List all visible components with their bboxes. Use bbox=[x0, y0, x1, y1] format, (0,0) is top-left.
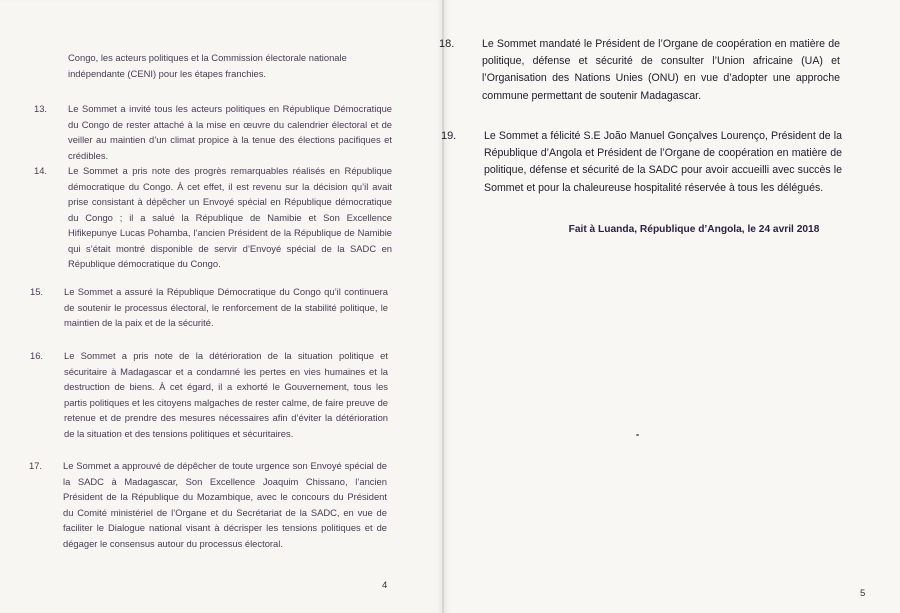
left-page bbox=[0, 0, 444, 613]
paragraph-19 bbox=[441, 128, 842, 197]
page-number: 5 bbox=[860, 588, 866, 599]
paragraph-number: 16. bbox=[30, 350, 44, 361]
paragraph-number: 18. bbox=[439, 38, 455, 50]
paragraph-number: 14. bbox=[34, 165, 48, 176]
intro-continuation bbox=[68, 50, 392, 81]
paragraph-number: 15. bbox=[30, 286, 44, 297]
paragraph-text: Le Sommet a invité tous les acteurs politiques en République Démocratique du Congo de rester attaché à la mise en œuvre du calendrier électoral et de veiller au maintien d’un climat propice à la tenue des élections pacifiques et crédibles. bbox=[68, 103, 392, 161]
paragraph-text: Congo, les acteurs politiques et la Commission électorale nationale indépendante (CENI) pour les étapes franchies. bbox=[68, 52, 347, 79]
paragraph-16 bbox=[30, 348, 388, 441]
paragraph-text: Le Sommet a assuré la République Démocratique du Congo qu’il continuera de soutenir le processus électoral, le renforcement de la stabilité politique, le maintien de la paix et de la sécurité. bbox=[64, 286, 388, 328]
paragraph-text: Le Sommet a pris note de la détérioration de la situation politique et sécuritaire à Madagascar et a condamné les pertes en vies humaines et la destruction de biens. À cet égard, il a exhorté le Gouvernement, tous les partis politiques et les citoyens malgaches de rester calme, de faire preuve de retenue et de prendre des mesures nécessaires afin d’éviter la détérioration de la situation et des tensions politiques et sécuritaires. bbox=[64, 350, 388, 439]
paper-speck bbox=[636, 434, 639, 436]
paragraph-13 bbox=[34, 101, 392, 163]
paragraph-text: Le Sommet a pris note des progrès remarquables réalisés en République démocratique du Congo. À cet effet, il est revenu sur la décision qu’il avait prise consistant à dépêcher un Envoyé spécial en République démocratique du Congo ; il a salué la République de Namibie et Son Excellence Hifikepunye Lucas Pohamba, l’ancien Président de la République de Namibie qui s’était montré disponible de servir d’Envoyé spécial de la SADC en République démocratique du Congo. bbox=[68, 165, 392, 269]
signoff-line: Fait à Luanda, République d’Angola, le 24 avril 2018 bbox=[568, 224, 820, 235]
page-number: 4 bbox=[382, 580, 388, 591]
paragraph-text: Le Sommet a félicité S.E João Manuel Gonçalves Lourenço, Président de la République d’Angola et Président de l’Organe de coopération en matière de politique, défense et sécurité de la SADC pour avoir accueilli avec succès le Sommet et pour la chaleureuse hospitalité réservée à tous les délégués. bbox=[484, 130, 842, 194]
paragraph-15 bbox=[30, 284, 388, 331]
right-page bbox=[439, 0, 900, 613]
paragraph-17 bbox=[29, 458, 387, 551]
paragraph-14 bbox=[34, 163, 392, 272]
paragraph-text: Le Sommet mandaté le Président de l’Organe de coopération en matière de politique, défense et sécurité de consulter l’Union africaine (UA) et l’Organisation des Nations Unies (ONU) en vue d’adopter une approche commune permettant de soutenir Madagascar. bbox=[482, 38, 840, 102]
paragraph-number: 19. bbox=[441, 130, 457, 142]
paragraph-number: 17. bbox=[29, 460, 43, 471]
paragraph-18 bbox=[439, 36, 840, 105]
paragraph-number: 13. bbox=[34, 103, 48, 114]
paragraph-text: Le Sommet a approuvé de dépêcher de toute urgence son Envoyé spécial de la SADC à Madagascar, Son Excellence Joaquim Chissano, l’ancien Président de la République du Mozambique, avec le concours du Président du Comité ministériel de l’Organe et du Secrétariat de la SADC, en vue de faciliter le Dialogue national visant à décrisper les tensions politiques et de dégager le consensus autour du processus électoral. bbox=[63, 460, 387, 549]
